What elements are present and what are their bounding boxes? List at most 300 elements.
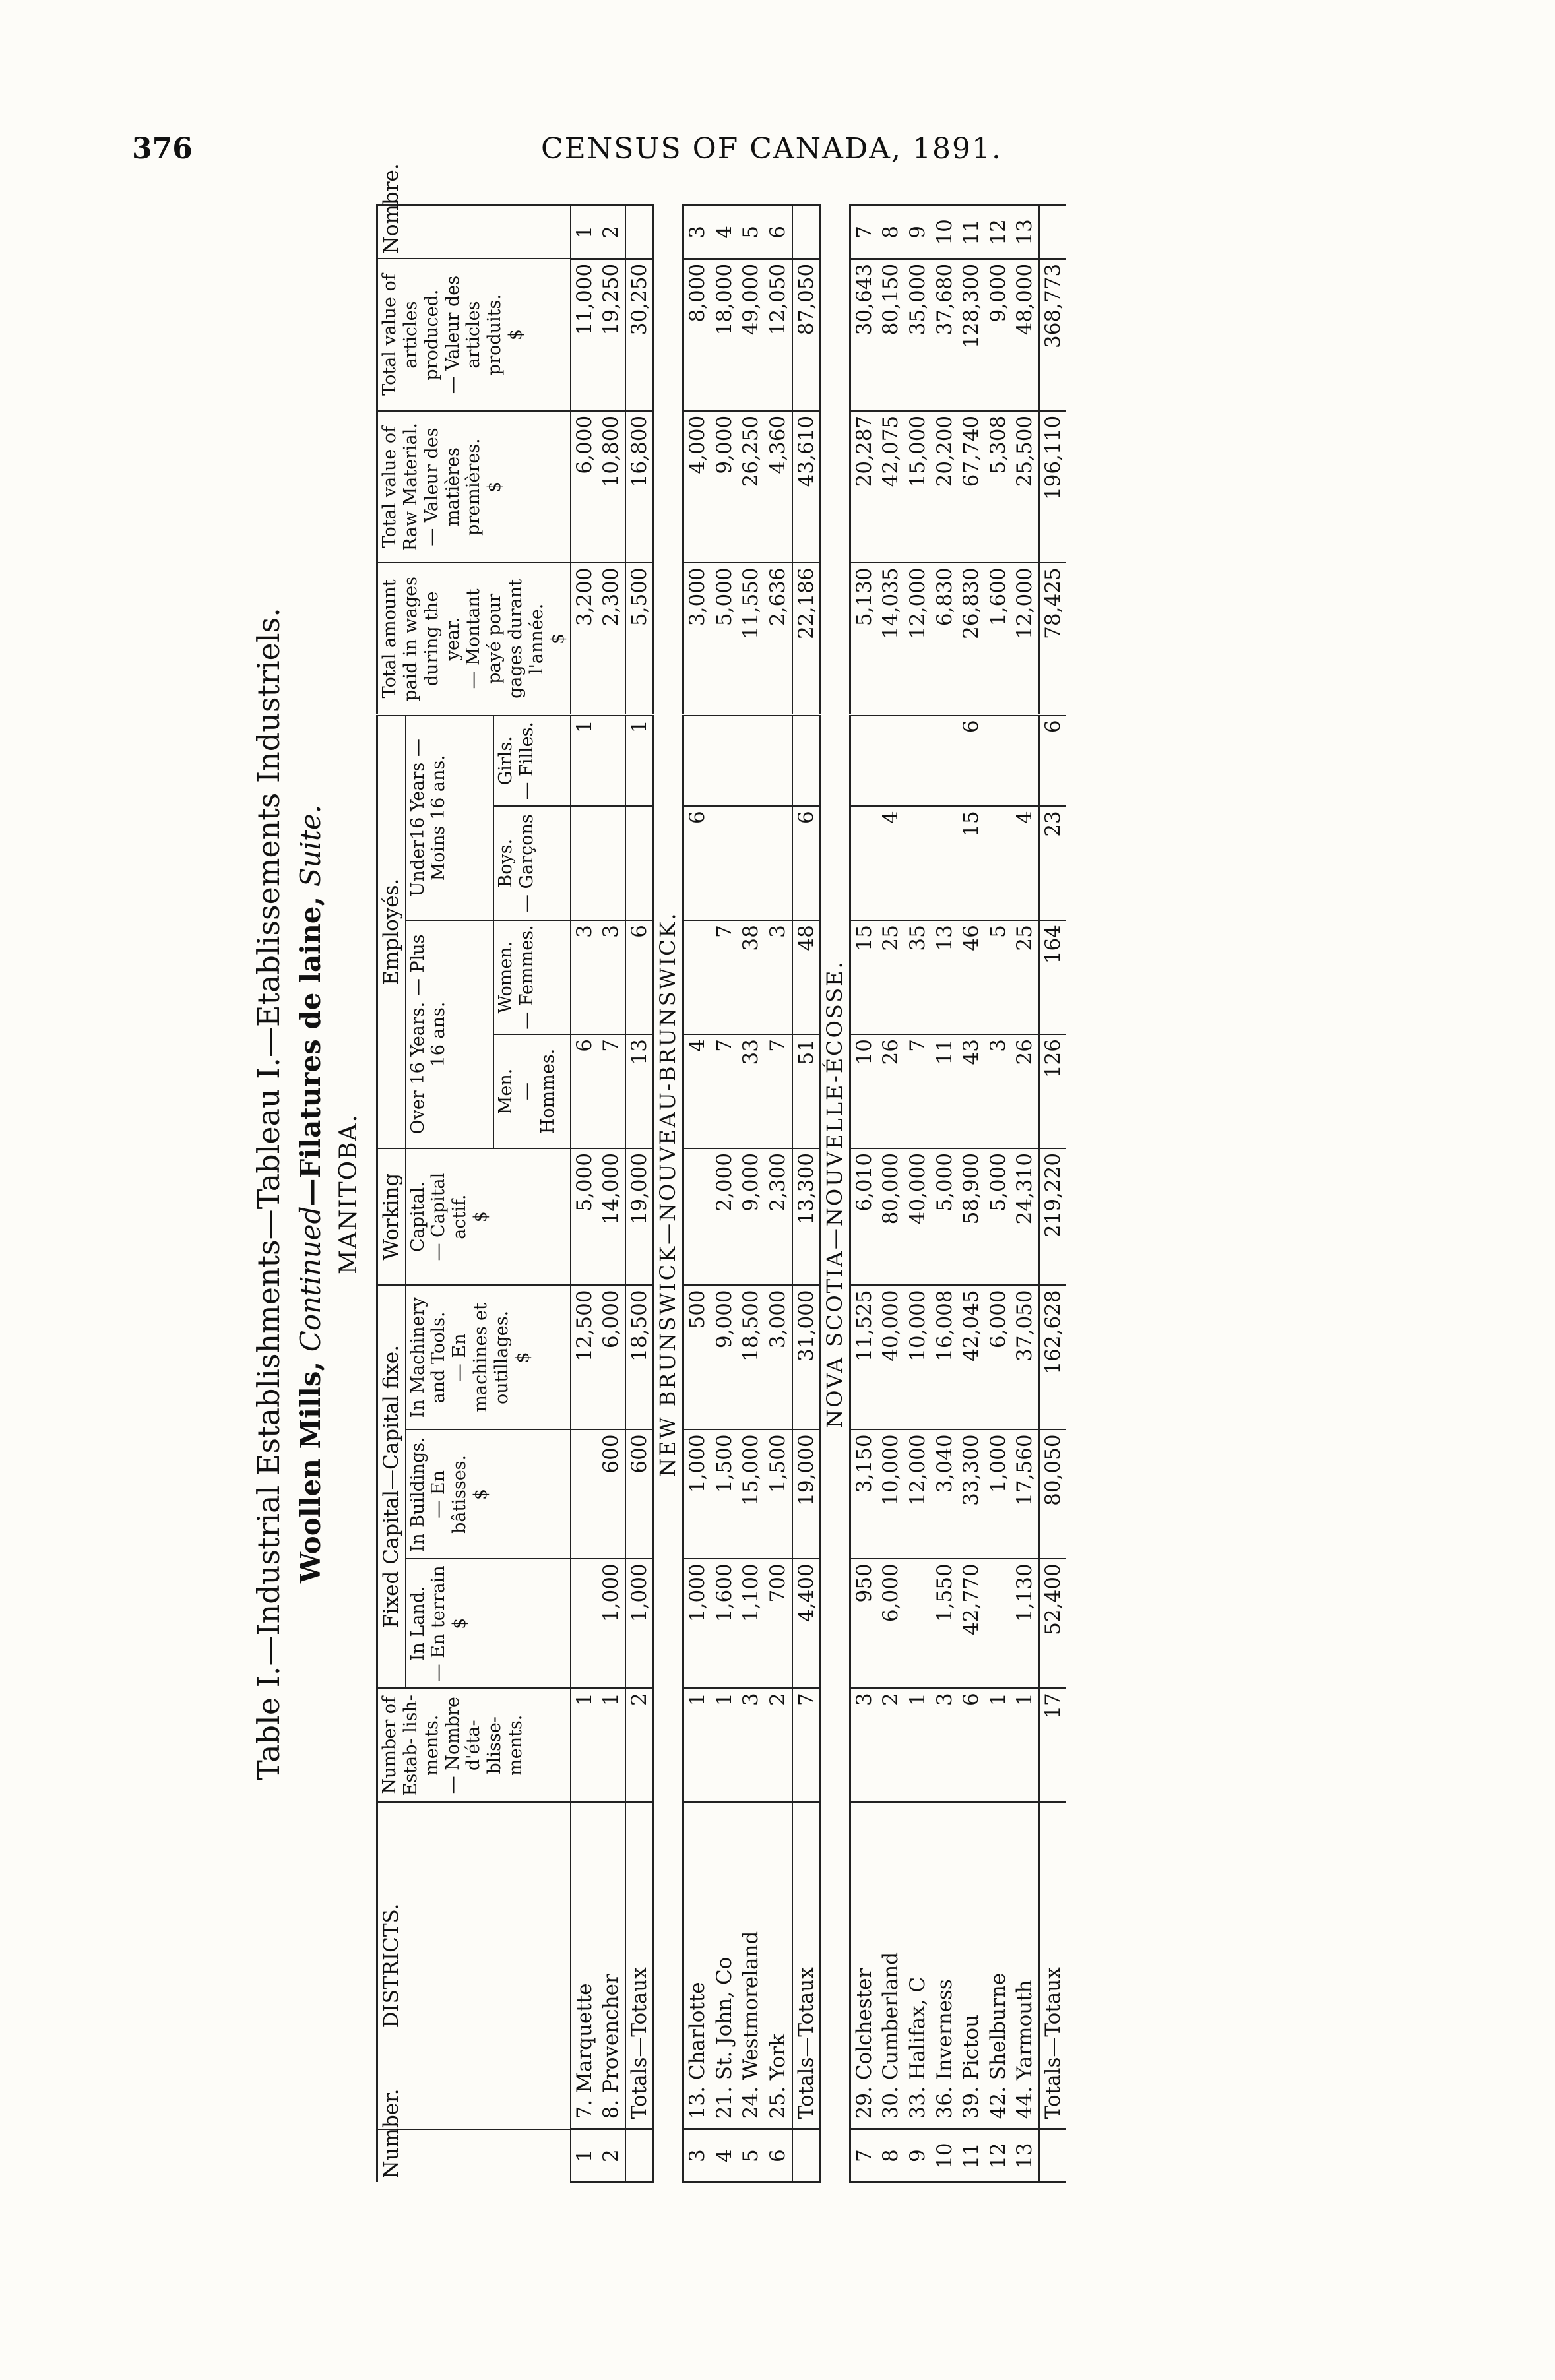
district-name: 8. Provencher [598,1802,625,2129]
girls-cell [985,715,1012,806]
buildings-cell: 1,500 [711,1429,738,1559]
totals-nombre-blank [792,206,821,259]
row-number: 11 [958,2129,985,2183]
total-girls-cell [792,715,821,806]
wages-cell: 2,300 [598,563,625,715]
produced-cell: 80,150 [877,259,904,411]
produced-cell: 19,250 [598,259,625,411]
row-nombre: 10 [932,206,959,259]
men-fr: — Hommes. [516,1048,558,1135]
buildings-cell: 17,560 [1011,1429,1039,1559]
subtitle-suite: Suite. [294,804,327,887]
table-header [377,163,571,2183]
boys-cell [765,806,792,920]
machinery-cell: 40,000 [877,1285,904,1429]
header-nombre: Nombre. [377,206,571,259]
page-number: 376 [132,132,193,166]
boys-cell [711,806,738,920]
wages-cell: 6,830 [932,563,959,715]
wages-cell: 3,000 [683,563,711,715]
district-name: 21. St. John, Co [711,1802,738,2129]
men-cell: 26 [877,1034,904,1148]
men-cell: 43 [958,1034,985,1148]
row-number: 13 [1011,2129,1039,2183]
district-name: 33. Halifax, C [904,1802,932,2129]
women-en: Women. [495,941,516,1014]
men-cell: 7 [765,1034,792,1148]
machinery-cell: 3,000 [765,1285,792,1429]
total-buildings-cell: 80,050 [1039,1429,1067,1559]
header-women [493,920,571,1034]
header-number: Number. [377,2129,571,2183]
buildings-unit: $ [470,1488,492,1500]
total-machinery-cell: 18,500 [625,1285,654,1429]
totals-row [1039,206,1067,2183]
wages-cell: 12,000 [1011,563,1039,715]
land-cell: 950 [850,1559,877,1688]
girls-cell [683,715,711,806]
table-row [877,206,904,2183]
row-nombre: 3 [683,206,711,259]
district-name: 24. Westmoreland [738,1802,765,2129]
capital-cell: 5,000 [932,1148,959,1285]
girls-en: Girls. [495,736,516,786]
total-men-cell: 126 [1039,1034,1067,1148]
province-heading-manitoba: MANITOBA. [335,1113,362,1275]
men-cell: 26 [1011,1034,1039,1148]
produced-en: Total value of articles produced. [379,274,442,396]
totals-row [792,206,821,2183]
census-table [376,163,1066,2183]
women-cell: 38 [738,920,765,1034]
women-cell: 25 [1011,920,1039,1034]
total-produced-cell: 368,773 [1039,259,1067,411]
row-nombre: 5 [738,206,765,259]
land-cell [904,1559,932,1688]
produced-cell: 128,300 [958,259,985,411]
total-capital-cell: 219,220 [1039,1148,1067,1285]
wages-cell: 11,550 [738,563,765,715]
raw-material-cell: 9,000 [711,411,738,563]
total-land-cell: 1,000 [625,1559,654,1688]
header-machinery [406,1285,571,1429]
land-cell [985,1559,1012,1688]
capital-cell: 2,300 [765,1148,792,1285]
raw-unit: $ [484,481,505,493]
women-cell: 15 [850,920,877,1034]
total-wages-cell: 22,186 [792,563,821,715]
total-establishments-cell: 2 [625,1688,654,1802]
total-wages-cell: 78,425 [1039,563,1067,715]
men-cell: 3 [985,1034,1012,1148]
boys-cell: 4 [877,806,904,920]
raw-material-cell: 20,287 [850,411,877,563]
capital-cell: 6,010 [850,1148,877,1285]
machinery-fr: — En machines et outillages. [449,1303,513,1412]
boys-fr: — Garçons [516,814,537,913]
running-head: CENSUS OF CANADA, 1891. [541,132,1002,166]
land-cell: 1,130 [1011,1559,1039,1688]
machinery-cell: 12,500 [571,1285,598,1429]
men-cell: 7 [598,1034,625,1148]
table-row [850,206,877,2183]
header-under-16 [406,715,493,920]
establishments-cell: 2 [765,1688,792,1802]
machinery-cell: 6,000 [598,1285,625,1429]
land-en: In Land. [407,1586,428,1662]
boys-cell [904,806,932,920]
wages-cell: 1,600 [985,563,1012,715]
total-raw-material-cell: 16,800 [625,411,654,563]
produced-cell: 8,000 [683,259,711,411]
header-land [406,1559,571,1688]
province-heading: NEW BRUNSWICK—NOUVEAU-BRUNSWICK. [654,206,683,2183]
table-row [1011,206,1039,2183]
header-over-16 [406,920,493,1148]
girls-fr: — Filles. [516,721,537,800]
totals-label: Totals—Totaux [625,1802,654,2129]
establishments-cell: 1 [571,1688,598,1802]
raw-material-cell: 10,800 [598,411,625,563]
row-nombre: 11 [958,206,985,259]
women-cell: 35 [904,920,932,1034]
produced-cell: 37,680 [932,259,959,411]
row-nombre: 13 [1011,206,1039,259]
capital-cell: 5,000 [985,1148,1012,1285]
total-girls-cell: 1 [625,715,654,806]
total-land-cell: 52,400 [1039,1559,1067,1688]
capital-cell: 80,000 [877,1148,904,1285]
district-name: 44. Yarmouth [1011,1802,1039,2129]
header-men [493,1034,571,1148]
totals-label: Totals—Totaux [792,1802,821,2129]
rotated-table-block [251,163,1432,2183]
machinery-cell: 6,000 [985,1285,1012,1429]
raw-material-cell: 26,250 [738,411,765,563]
boys-cell [598,806,625,920]
district-name: 25. York [765,1802,792,2129]
buildings-cell: 1,000 [683,1429,711,1559]
establishments-en: Number of Estab- lish- ments. [379,1695,442,1796]
men-cell: 4 [683,1034,711,1148]
girls-cell [850,715,877,806]
raw-material-cell: 25,500 [1011,411,1039,563]
land-fr: — En terrain [428,1565,449,1682]
women-cell: 3 [571,920,598,1034]
girls-cell [598,715,625,806]
land-cell: 1,100 [738,1559,765,1688]
table-row [765,206,792,2183]
land-cell: 1,600 [711,1559,738,1688]
women-cell: 5 [985,920,1012,1034]
row-nombre: 6 [765,206,792,259]
row-nombre: 1 [571,206,598,259]
table-row [598,206,625,2183]
page-header [0,0,1555,211]
header-fixed-capital: Fixed Capital—Capital fixe. [377,1285,406,1688]
subtitle-continued: Continued [294,1206,327,1352]
row-nombre: 8 [877,206,904,259]
machinery-en: In Machinery and Tools. [407,1297,449,1418]
district-name: 13. Charlotte [683,1802,711,2129]
total-boys-cell: 23 [1039,806,1067,920]
establishments-cell: 3 [850,1688,877,1802]
men-en: Men. [495,1068,516,1115]
raw-en: Total value of Raw Material. [379,423,421,551]
total-raw-material-cell: 196,110 [1039,411,1067,563]
raw-material-cell: 67,740 [958,411,985,563]
boys-cell [571,806,598,920]
girls-cell [711,715,738,806]
girls-cell [904,715,932,806]
totals-number-blank [625,2129,654,2183]
buildings-cell: 12,000 [904,1429,932,1559]
establishments-fr: — Nombre d'éta- blisse- ments. [442,1697,526,1794]
raw-material-cell: 4,360 [765,411,792,563]
province-heading: NOVA SCOTIA—NOUVELLE-ÉCOSSE. [821,206,850,2183]
boys-cell: 6 [683,806,711,920]
total-boys-cell: 6 [792,806,821,920]
land-cell: 6,000 [877,1559,904,1688]
total-wages-cell: 5,500 [625,563,654,715]
totals-nombre-blank [1039,206,1067,259]
raw-material-cell: 15,000 [904,411,932,563]
girls-cell [738,715,765,806]
row-number: 6 [765,2129,792,2183]
women-cell: 13 [932,920,959,1034]
over16-fr: — Plus 16 ans. [407,934,449,1067]
table-row [571,206,598,2183]
capital-cell: 24,310 [1011,1148,1039,1285]
girls-cell [765,715,792,806]
total-women-cell: 6 [625,920,654,1034]
wages-en: Total amount paid in wages during the year. [379,576,463,701]
header-establishments [377,1688,571,1802]
subtitle-main: Woollen Mills, [294,1361,327,1584]
buildings-en: In Buildings. [407,1437,428,1552]
row-number: 12 [985,2129,1012,2183]
machinery-cell: 42,045 [958,1285,985,1429]
machinery-unit: $ [512,1352,533,1363]
wages-cell: 12,000 [904,563,932,715]
machinery-cell: 9,000 [711,1285,738,1429]
total-men-cell: 51 [792,1034,821,1148]
district-name: 36. Inverness [932,1802,959,2129]
boys-cell [850,806,877,920]
land-cell: 1,550 [932,1559,959,1688]
capital-cell [683,1148,711,1285]
buildings-fr: — En bâtisses. [428,1455,470,1534]
row-nombre: 4 [711,206,738,259]
header-districts: DISTRICTS. [377,1802,571,2129]
establishments-cell: 3 [738,1688,765,1802]
header-buildings [406,1429,571,1559]
produced-cell: 35,000 [904,259,932,411]
district-name: 29. Colchester [850,1802,877,2129]
total-boys-cell [625,806,654,920]
establishments-cell: 1 [985,1688,1012,1802]
men-cell: 7 [711,1034,738,1148]
establishments-cell: 1 [683,1688,711,1802]
total-machinery-cell: 31,000 [792,1285,821,1429]
machinery-cell: 11,525 [850,1285,877,1429]
header-working: Working [377,1148,406,1285]
women-cell: 46 [958,920,985,1034]
table-row [904,206,932,2183]
capital-en: Capital. [407,1181,428,1253]
produced-cell: 30,643 [850,259,877,411]
total-capital-cell: 13,300 [792,1148,821,1285]
total-capital-cell: 19,000 [625,1148,654,1285]
total-women-cell: 48 [792,920,821,1034]
establishments-cell: 1 [598,1688,625,1802]
machinery-cell: 500 [683,1285,711,1429]
header-girls [493,715,571,806]
row-number: 8 [877,2129,904,2183]
wages-unit: $ [547,633,568,644]
capital-cell: 9,000 [738,1148,765,1285]
women-fr: — Femmes. [516,925,537,1030]
men-cell: 11 [932,1034,959,1148]
table-subtitle [294,204,327,2183]
header-boys [493,806,571,920]
produced-cell: 49,000 [738,259,765,411]
total-raw-material-cell: 43,610 [792,411,821,563]
land-unit: $ [449,1617,470,1629]
under16-en: Under16 Years [407,762,428,897]
table-row [711,206,738,2183]
land-cell: 1,000 [598,1559,625,1688]
totals-nombre-blank [625,206,654,259]
land-cell: 42,770 [958,1559,985,1688]
district-name: 39. Pictou [958,1802,985,2129]
buildings-cell: 1,500 [765,1429,792,1559]
table-row [683,206,711,2183]
wages-cell: 14,035 [877,563,904,715]
header-raw-material [377,411,571,563]
land-cell [571,1559,598,1688]
wages-fr: — Montant payé pour gages durant l'année. [463,579,548,699]
under16-fr: — Moins 16 ans. [407,739,449,881]
machinery-cell: 37,050 [1011,1285,1039,1429]
machinery-cell: 18,500 [738,1285,765,1429]
produced-cell: 12,050 [765,259,792,411]
wages-cell: 5,130 [850,563,877,715]
table-frame [251,163,1432,2183]
men-cell: 33 [738,1034,765,1148]
boys-cell [985,806,1012,920]
establishments-cell: 6 [958,1688,985,1802]
raw-material-cell: 5,308 [985,411,1012,563]
women-cell [683,920,711,1034]
header-employes: Employés. [377,715,406,1148]
row-number: 9 [904,2129,932,2183]
boys-cell [932,806,959,920]
over16-en: Over 16 Years. [407,1001,428,1135]
girls-cell: 1 [571,715,598,806]
header-wages [377,563,571,715]
total-buildings-cell: 600 [625,1429,654,1559]
capital-cell: 2,000 [711,1148,738,1285]
row-nombre: 12 [985,206,1012,259]
produced-cell: 18,000 [711,259,738,411]
capital-cell: 40,000 [904,1148,932,1285]
row-nombre: 9 [904,206,932,259]
row-number: 2 [598,2129,625,2183]
raw-material-cell: 4,000 [683,411,711,563]
girls-cell [1011,715,1039,806]
row-number: 5 [738,2129,765,2183]
machinery-cell: 16,008 [932,1285,959,1429]
buildings-cell: 33,300 [958,1429,985,1559]
subtitle-french: —Filatures de laine, [294,896,327,1206]
total-land-cell: 4,400 [792,1559,821,1688]
total-produced-cell: 30,250 [625,259,654,411]
produced-cell: 11,000 [571,259,598,411]
table-row [932,206,959,2183]
machinery-cell: 10,000 [904,1285,932,1429]
total-men-cell: 13 [625,1034,654,1148]
establishments-cell: 2 [877,1688,904,1802]
table-body [571,206,1067,2183]
girls-cell [932,715,959,806]
table-title: Table I.—Industrial Establishments—Tableau I.—Etablissements Industriels. [251,608,286,1780]
totals-row [625,206,654,2183]
capital-unit: $ [470,1211,492,1223]
row-number: 10 [932,2129,959,2183]
men-cell: 7 [904,1034,932,1148]
women-cell: 3 [765,920,792,1034]
totals-number-blank [1039,2129,1067,2183]
header-articles-produced [377,259,571,411]
buildings-cell: 1,000 [985,1429,1012,1559]
wages-cell: 3,200 [571,563,598,715]
row-number: 7 [850,2129,877,2183]
land-cell: 700 [765,1559,792,1688]
wages-cell: 26,830 [958,563,985,715]
row-number: 4 [711,2129,738,2183]
totals-label: Totals—Totaux [1039,1802,1067,2129]
boys-en: Boys. [495,838,516,888]
girls-cell: 6 [958,715,985,806]
capital-fr: — Capital actif. [428,1172,470,1261]
boys-cell [738,806,765,920]
women-cell: 7 [711,920,738,1034]
totals-number-blank [792,2129,821,2183]
total-produced-cell: 87,050 [792,259,821,411]
buildings-cell: 3,040 [932,1429,959,1559]
girls-cell [877,715,904,806]
row-nombre: 7 [850,206,877,259]
row-number: 1 [571,2129,598,2183]
men-cell: 10 [850,1034,877,1148]
produced-cell: 48,000 [1011,259,1039,411]
district-name: 7. Marquette [571,1802,598,2129]
produced-unit: $ [505,329,526,341]
wages-cell: 5,000 [711,563,738,715]
establishments-cell: 1 [711,1688,738,1802]
establishments-cell: 1 [1011,1688,1039,1802]
total-establishments-cell: 17 [1039,1688,1067,1802]
women-cell: 3 [598,920,625,1034]
raw-fr: — Valeur des matières premières. [421,427,484,546]
table-row [738,206,765,2183]
produced-cell: 9,000 [985,259,1012,411]
boys-cell: 15 [958,806,985,920]
buildings-cell: 15,000 [738,1429,765,1559]
total-establishments-cell: 7 [792,1688,821,1802]
raw-material-cell: 42,075 [877,411,904,563]
